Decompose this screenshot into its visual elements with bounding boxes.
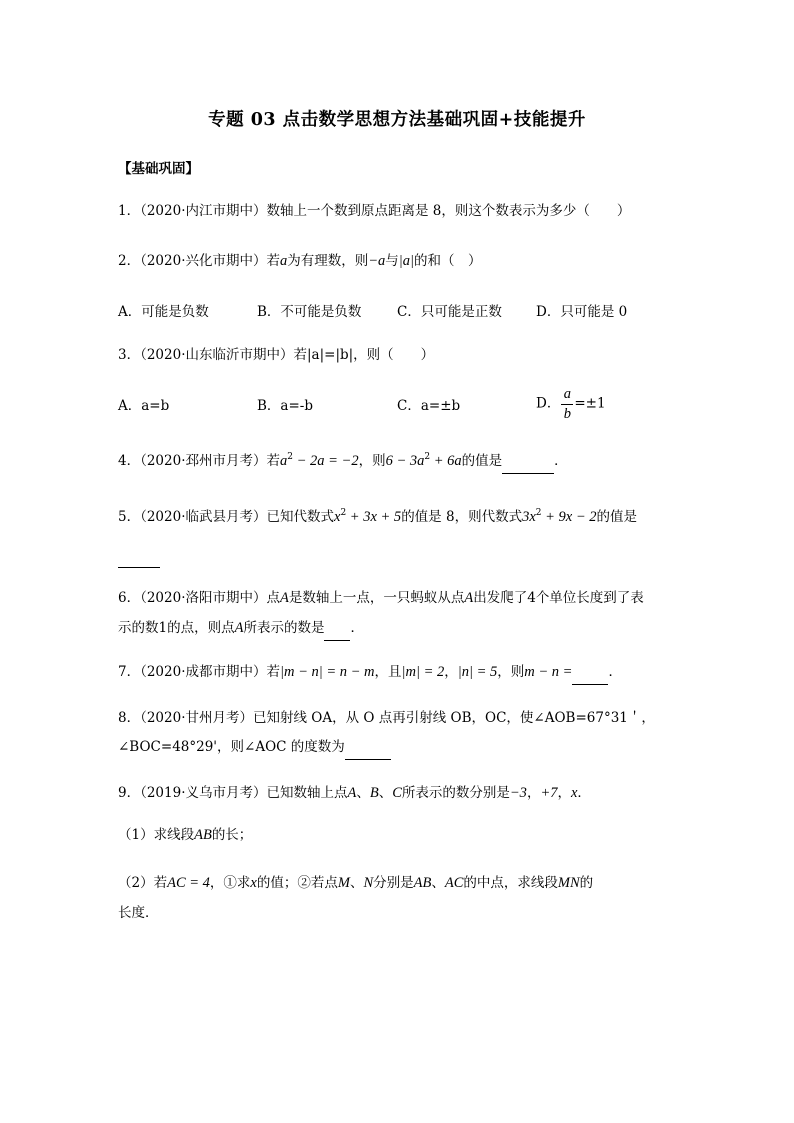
q9-sub2-ac: AC [444, 875, 464, 891]
q6-mid2: 出发爬了 [473, 590, 528, 606]
q3-option-c[interactable]: C．a=±b [397, 398, 461, 414]
question-9-part-2 [118, 873, 694, 893]
question-9-part-2-line-2: 长度． [118, 905, 159, 921]
q9-sub2-ab: AB [413, 875, 432, 891]
q9-point-a: A [347, 785, 357, 801]
q5-answer-blank[interactable] [118, 547, 160, 568]
q7-mid2: ，则 [497, 664, 525, 680]
q2-option-d[interactable]: D．只可能是 0 [536, 304, 628, 320]
q9-sub2-m3: 分别是 [373, 875, 414, 891]
q2-option-a[interactable]: A．可能是负数 [118, 304, 209, 320]
q9-sub2-sep: 、 [349, 875, 364, 891]
q2-var-a: a [280, 253, 288, 269]
q9-sep1: 、 [356, 785, 370, 801]
q3-option-d[interactable] [536, 386, 606, 422]
q4-exp1: 2 [287, 452, 293, 462]
q2-option-c[interactable]: C．只可能是正数 [397, 304, 502, 320]
q5-e1: x [334, 509, 341, 525]
q9-sub2-mn: MN [557, 875, 580, 891]
q9-mid: 所表示的数分别是 [401, 785, 510, 801]
q6-line2-mid: 的点，则点 [167, 620, 235, 636]
q9-sub1-pre: （1）求线段 [118, 827, 195, 843]
q9-sub2-m1: ，①求 [209, 875, 251, 891]
question-9-part-1 [118, 825, 694, 845]
q9-sub1-post: 的长； [211, 827, 253, 843]
q4-expr2: 6 − 3a [385, 453, 425, 469]
question-7 [118, 662, 694, 685]
q6-line2-pre: 示的数 [118, 620, 159, 636]
q5-e1b: + 3x + 5 [346, 509, 402, 525]
q9-value-2: +7 [540, 785, 558, 801]
q3-option-d-tail: =±1 [574, 395, 606, 412]
q8-answer-blank[interactable] [345, 739, 391, 760]
q9-point-b: B [369, 785, 379, 801]
q7-e3: |n| = 5 [457, 664, 498, 680]
q3-fraction [560, 386, 574, 422]
q4-mid: ，则 [358, 453, 386, 469]
section-heading: 【基础巩固】 [118, 161, 199, 177]
q4-expr1b: − 2a = −2 [292, 453, 359, 469]
q6-line2-post: 所表示的数是 [243, 620, 325, 636]
q5-post: 的值是 [596, 509, 638, 525]
question-5 [118, 507, 694, 527]
q9-end: ． [577, 785, 591, 801]
q5-e2: 3x [522, 509, 536, 525]
q5-e2-exp: 2 [535, 508, 542, 518]
q9-sub2-x: x [250, 875, 257, 891]
question-8-line-1: 8．（2020·甘州月考）已知射线 OA，从 O 点再引射线 OB，OC，使∠AOB=67°31＇， [118, 710, 655, 726]
q9-sub2-n: N [363, 875, 374, 891]
q3-option-a[interactable]: A．a=b [118, 398, 170, 414]
q9-pre: 9．（2019·义乌市月考）已知数轴上点 [118, 785, 348, 801]
question-6-line-2 [118, 618, 694, 641]
q3-option-b[interactable]: B．a=-b [257, 398, 313, 414]
q9-point-c: C [392, 785, 402, 801]
q4-expr1: a [280, 453, 288, 469]
q6-post: 个单位长度到了表 [535, 590, 644, 606]
q9-sub2-sep2: 、 [431, 875, 445, 891]
q2-mid1: 为有理数，则 [287, 253, 369, 269]
q2-post: 的和（ ） [414, 253, 482, 269]
q4-post: 的值是 [461, 453, 503, 469]
q5-answer-line [118, 545, 694, 568]
question-1: 1．（2020·内江市期中）数轴上一个数到原点距离是 8，则这个数表示为多少（ ） [118, 203, 631, 219]
q6-one: 1 [158, 620, 168, 636]
question-3-options [118, 386, 694, 436]
q4-answer-blank[interactable] [502, 453, 554, 474]
q5-mid: 的值是 8，则代数式 [401, 509, 523, 525]
q3-frac-den: b [563, 406, 571, 422]
q4-expr2b: + 6a [430, 453, 462, 469]
q7-end: ． [608, 664, 622, 680]
q6-answer-blank[interactable] [324, 620, 350, 641]
q6-mid: 是数轴上一点，一只蚂蚁从点 [288, 590, 465, 606]
q9-value-1: −3 [509, 785, 527, 801]
q2-pre: 2．（2020·兴化市期中）若 [118, 253, 280, 269]
q4-exp2: 2 [424, 452, 431, 462]
q9-sub1-ab: AB [194, 827, 212, 843]
q6-end: ． [350, 620, 364, 636]
question-3: 3．（2020·山东临沂市期中）若|a|=|b|，则（ ） [118, 347, 435, 363]
q9-sep2: 、 [378, 785, 393, 801]
q5-e1-exp: 2 [340, 508, 347, 518]
q3-frac-num: a [563, 386, 571, 402]
q2-neg-a: −a [368, 253, 386, 269]
q9-sub2-m2: 的值；②若点 [256, 875, 338, 891]
q9-sub2-m: M [337, 875, 350, 891]
q5-pre: 5．（2020·临武县月考）已知代数式 [118, 509, 334, 525]
q5-e2b: + 9x − 2 [541, 509, 597, 525]
q7-e4: m − n = [524, 664, 573, 680]
question-6-line-1 [118, 588, 694, 608]
q6-four: 4 [527, 590, 536, 606]
q9-comma2: ， [557, 785, 571, 801]
page-title: 专题 03 点击数学思想方法基础巩固+技能提升 [208, 110, 586, 130]
q9-var-x: x [570, 785, 578, 801]
q6-point-a-3: A [234, 620, 244, 636]
q6-pre: 6．（2020·洛阳市期中）点 [118, 590, 280, 606]
q8-line2-text: ∠BOC=48°29'，则∠AOC 的度数为 [118, 739, 345, 755]
question-8-line-2 [118, 737, 694, 760]
q9-sub2-post: 的 [579, 875, 594, 891]
q7-sep: ， [444, 664, 458, 680]
q9-sub2-eq: AC = 4 [167, 875, 210, 891]
q7-pre: 7．（2020·成都市期中）若 [118, 664, 280, 680]
q9-sub2-pre: （2）若 [118, 875, 168, 891]
q2-mid2: 与 [385, 253, 399, 269]
question-9 [118, 783, 694, 803]
q9-sub2-m4: 的中点，求线段 [463, 875, 558, 891]
q7-answer-blank[interactable] [572, 664, 608, 685]
q3-option-d-label: D． [536, 395, 561, 412]
q7-mid1: ，且 [374, 664, 402, 680]
q4-end: ． [554, 453, 568, 469]
question-2 [118, 251, 694, 271]
q2-option-b[interactable]: B．不可能是负数 [257, 304, 362, 320]
q6-point-a-2: A [464, 590, 474, 606]
q7-e1: |m − n| = n − m [280, 664, 375, 680]
question-4 [118, 451, 694, 474]
q2-abs-a: |a| [398, 253, 415, 269]
q4-pre: 4．（2020·邳州市月考）若 [118, 453, 280, 469]
q6-point-a: A [280, 590, 289, 606]
q9-comma1: ， [526, 785, 541, 801]
q7-e2: |m| = 2 [401, 664, 445, 680]
